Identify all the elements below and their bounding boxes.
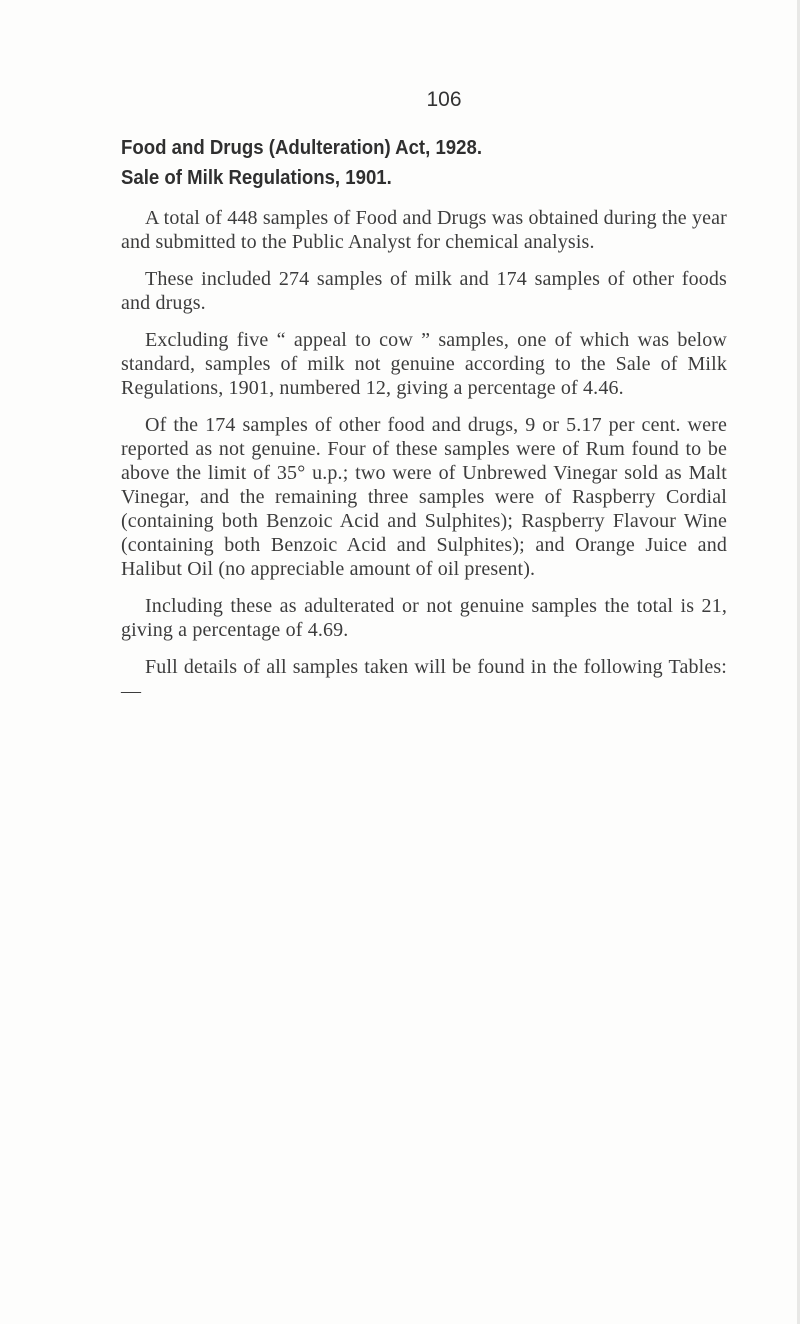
- paragraph-sample-breakdown: These included 274 samples of milk and 174 samples of other foods and drugs.: [121, 268, 727, 314]
- paragraph-total-samples: A total of 448 samples of Food and Drugs was obtained during the year and submitted to the Public Analyst for chemical analysis.: [121, 207, 727, 253]
- paragraph-milk-results: Excluding five “ appeal to cow ” samples, one of which was below standard, samples of milk not genuine according to the Sale of Milk Regulations, 1901, numbered 12, giving a percentage of 4.46.: [121, 329, 727, 399]
- paragraph-tables-reference: Full details of all samples taken will be found in the following Tables:—: [121, 656, 727, 702]
- paragraph-other-food-results: Of the 174 samples of other food and drugs, 9 or 5.17 per cent. were reported as not genuine. Four of these samples were of Rum found to be above the limit of 35° u.p.; two were of Unbrewed Vinegar sold as Malt Vinegar, and the remaining three samples were of Raspberry Cordial (containing both Benzoic Acid and Sulphites); Raspberry Flavour Wine (containing both Benzoic Acid and Sulphites); and Orange Juice and Halibut Oil (no appreciable amount of oil present).: [121, 414, 727, 580]
- section-heading: Food and Drugs (Adulteration) Act, 1928.: [121, 137, 483, 159]
- section-sub-heading: Sale of Milk Regulations, 1901.: [121, 167, 392, 189]
- paragraph-adulterated-total: Including these as adulterated or not genuine samples the total is 21, giving a percentage of 4.69.: [121, 595, 727, 641]
- document-page: [121, 88, 727, 716]
- page-number: 106: [426, 88, 462, 111]
